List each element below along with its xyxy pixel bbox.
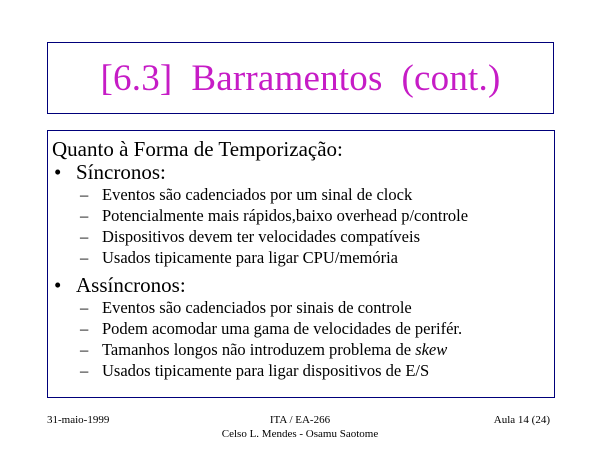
title-box xyxy=(47,42,554,114)
list-item xyxy=(52,247,550,268)
bullet-sincronos xyxy=(52,161,550,184)
footer-authors: Celso L. Mendes - Osamu Saotome xyxy=(221,428,379,440)
list-item-text: Potencialmente mais rápidos,baixo overhead p/controle xyxy=(102,206,469,225)
list-item-text: Dispositivos devem ter velocidades compatíveis xyxy=(102,227,421,246)
footer-date: 31-maio-1999 xyxy=(47,414,110,426)
footer-course: ITA / EA-266 xyxy=(269,414,331,426)
list-item-text: Eventos são cadenciados por sinais de controle xyxy=(102,298,412,317)
list-item xyxy=(52,339,550,360)
bullet-icon: • xyxy=(54,160,62,184)
list-item-text-main: Tamanhos longos não introduzem problema de xyxy=(102,340,416,359)
list-item-text: Usados tipicamente para ligar CPU/memória xyxy=(102,248,399,267)
dash-icon: – xyxy=(80,185,89,204)
sincronos-list xyxy=(52,184,550,268)
list-item xyxy=(52,360,550,381)
list-item-text: Usados tipicamente para ligar dispositivos de E/S xyxy=(102,361,430,380)
dash-icon: – xyxy=(80,361,89,380)
dash-icon: – xyxy=(80,248,89,267)
list-item-text: Podem acomodar uma gama de velocidades de perifér. xyxy=(102,319,463,338)
dash-icon: – xyxy=(80,227,89,246)
dash-icon: – xyxy=(80,340,89,359)
italic-term: skew xyxy=(415,340,448,359)
dash-icon: – xyxy=(80,206,89,225)
dash-icon: – xyxy=(80,319,89,338)
bullet-label: Síncronos: xyxy=(76,160,166,184)
footer-page: Aula 14 (24) xyxy=(493,414,550,426)
content-body xyxy=(52,138,550,381)
list-item-text xyxy=(102,339,447,360)
list-item xyxy=(52,205,550,226)
dash-icon: – xyxy=(80,298,89,317)
list-item-text: Eventos são cadenciados por um sinal de clock xyxy=(102,185,413,204)
intro-heading: Quanto à Forma de Temporização: xyxy=(52,137,343,161)
list-item xyxy=(52,318,550,339)
bullet-assincronos xyxy=(52,274,550,297)
content-box xyxy=(47,130,555,398)
bullet-label: Assíncronos: xyxy=(76,273,186,297)
list-item xyxy=(52,297,550,318)
list-item xyxy=(52,184,550,205)
bullet-icon: • xyxy=(54,273,62,297)
slide-title: [6.3] Barramentos (cont.) xyxy=(100,57,501,99)
list-item xyxy=(52,226,550,247)
assincronos-list xyxy=(52,297,550,381)
